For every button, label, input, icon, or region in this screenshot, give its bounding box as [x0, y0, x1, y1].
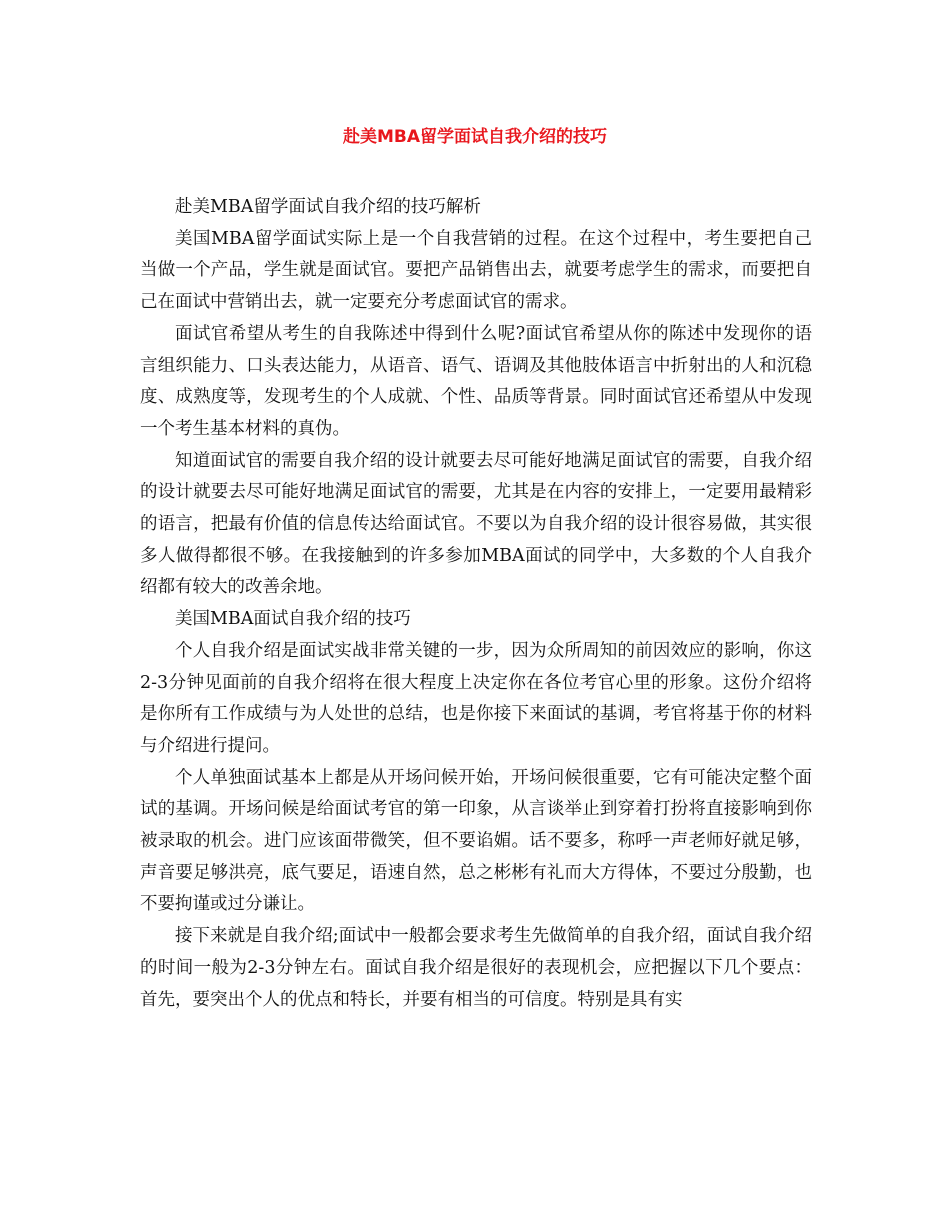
- paragraph: 知道面试官的需要自我介绍的设计就要去尽可能好地满足面试官的需要，自我介绍的设计就要去尽可能好地满足面试官的需要，尤其是在内容的安排上，一定要用最精彩的语言，把最有价值的信息传达给面试官。不要以为自我介绍的设计很容易做，其实很多人做得都很不够。在我接触到的许多参加MBA面试的同学中，大多数的个人自我介绍都有较大的改善余地。: [140, 450, 812, 598]
- paragraph: 个人单独面试基本上都是从开场问候开始，开场问候很重要，它有可能决定整个面试的基调。开场问候是给面试考官的第一印象，从言谈举止到穿着打扮将直接影响到你被录取的机会。进门应该面带微笑，但不要谄媚。话不要多，称呼一声老师好就足够，声音要足够洪亮，底气要足，语速自然，总之彬彬有礼而大方得体，不要过分殷勤，也不要拘谨或过分谦让。: [140, 767, 812, 915]
- paragraph: 美国MBA留学面试实际上是一个自我营销的过程。在这个过程中，考生要把自己当做一个产品，学生就是面试官。要把产品销售出去，就要考虑学生的需求，而要把自己在面试中营销出去，就一定要充分考虑面试官的需求。: [140, 228, 812, 313]
- document-title: 赴美MBA留学面试自我介绍的技巧: [342, 127, 608, 147]
- paragraph-section-heading: 美国MBA面试自我介绍的技巧: [175, 609, 411, 630]
- paragraph: 面试官希望从考生的自我陈述中得到什么呢?面试官希望从你的陈述中发现你的语言组织能力、口头表达能力，从语音、语气、语调及其他肢体语言中折射出的人和沉稳度、成熟度等，发现考生的个人成就、个性、品质等背景。同时面试官还希望从中发现一个考生基本材料的真伪。: [140, 323, 812, 439]
- document-body: [140, 192, 812, 1016]
- paragraph: 接下来就是自我介绍;面试中一般都会要求考生先做简单的自我介绍，面试自我介绍的时间一般为2-3分钟左右。面试自我介绍是很好的表现机会，应把握以下几个要点：首先，要突出个人的优点和特长，并要有相当的可信度。特别是具有实: [140, 926, 812, 1010]
- paragraph: 个人自我介绍是面试实战非常关键的一步，因为众所周知的前因效应的影响，你这2-3分钟见面前的自我介绍将在很大程度上决定你在各位考官心里的形象。这份介绍将是你所有工作成绩与为人处世的总结，也是你接下来面试的基调，考官将基于你的材料与介绍进行提问。: [140, 640, 812, 756]
- paragraph-subtitle: 赴美MBA留学面试自我介绍的技巧解析: [175, 197, 481, 217]
